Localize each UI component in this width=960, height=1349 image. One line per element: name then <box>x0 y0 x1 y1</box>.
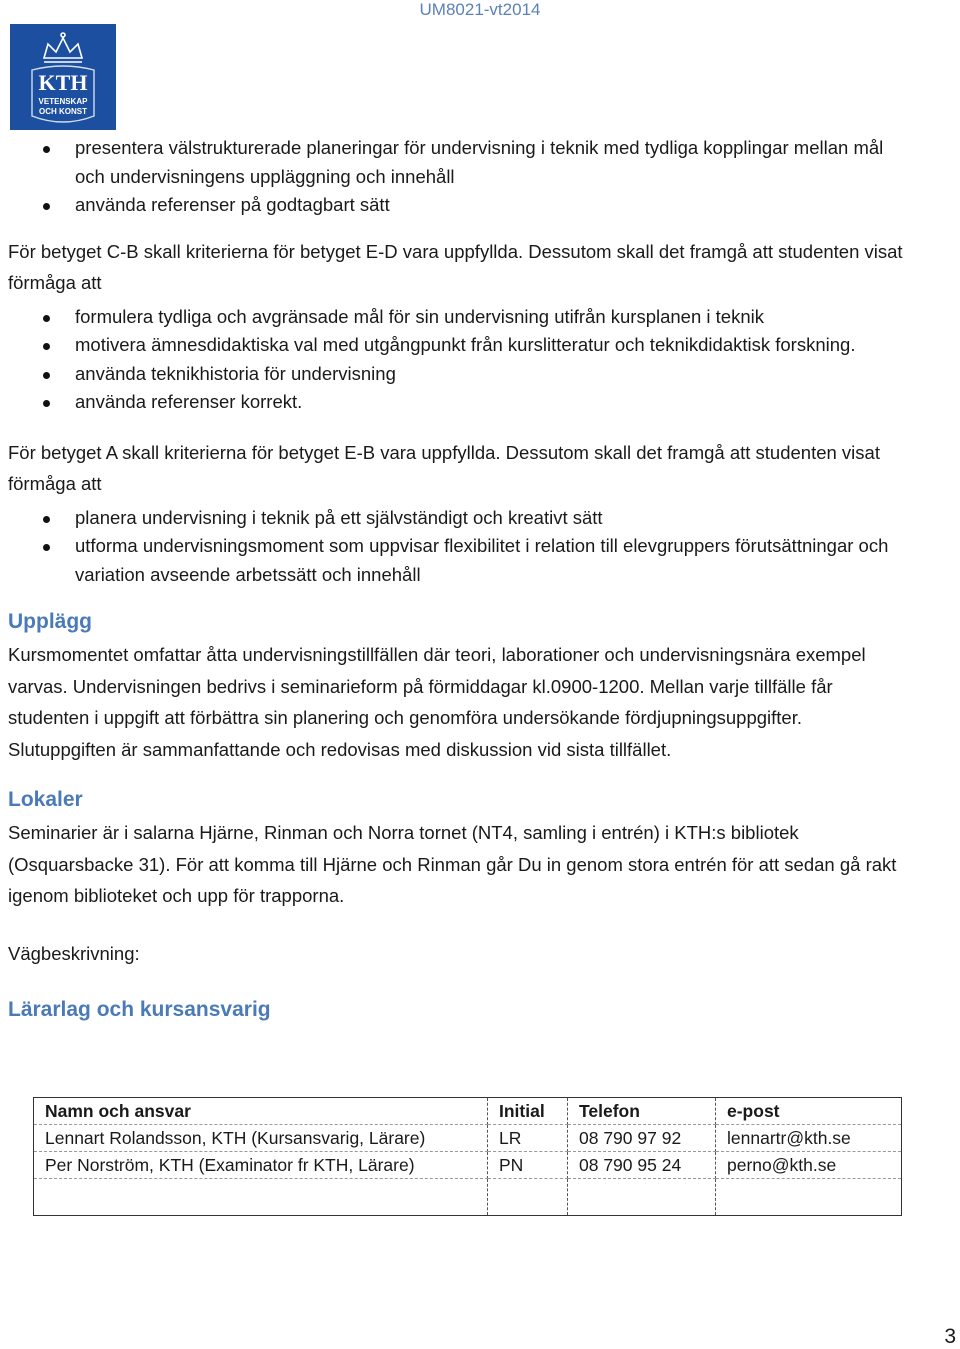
bullet-icon <box>43 315 50 322</box>
table-row <box>34 1152 902 1179</box>
col-header-name: Namn och ansvar <box>34 1098 488 1125</box>
bullet-icon <box>43 343 50 350</box>
list-item: använda referenser på godtagbart sätt <box>8 191 908 220</box>
bullet-icon <box>43 372 50 379</box>
para-grade-c-b: För betyget C-B skall kriterierna för betyget E-D vara uppfyllda. Dessutom skall det framgå att studenten visat förmåga att <box>8 240 903 293</box>
heading-lararlag: Lärarlag och kursansvarig <box>8 998 271 1021</box>
course-code-header: UM8021-vt2014 <box>419 0 541 19</box>
para-grade-a: För betyget A skall kriterierna för betyget E-B vara uppfyllda. Dessutom skall det framgå att studenten visat förmåga att <box>8 441 880 494</box>
table-row <box>34 1125 902 1152</box>
logo-subtitle-2: OCH KONST <box>39 107 87 116</box>
cell-name: Lennart Rolandsson, KTH (Kursansvarig, Lärare) <box>34 1125 488 1152</box>
col-header-phone: Telefon <box>568 1098 716 1125</box>
logo-subtitle-1: VETENSKAP <box>38 97 88 106</box>
cell-empty <box>568 1179 716 1216</box>
col-header-email: e-post <box>716 1098 902 1125</box>
cell-empty <box>716 1179 902 1216</box>
bullet-icon <box>43 146 50 153</box>
page-number: 3 <box>944 1325 956 1348</box>
list-item: presentera välstrukturerade planeringar för undervisning i teknik med tydliga kopplingar mellan mål och undervisningens uppläggning och innehåll <box>8 134 908 191</box>
cell-name: Per Norström, KTH (Examinator fr KTH, Lärare) <box>34 1152 488 1179</box>
list-requirements-a <box>8 504 908 590</box>
list-item: motivera ämnesdidaktiska val med utgångpunkt från kurslitteratur och teknikdidaktisk forskning. <box>8 331 908 360</box>
list-item: formulera tydliga och avgränsade mål för sin undervisning utifrån kursplanen i teknik <box>8 303 908 332</box>
cell-empty <box>488 1179 568 1216</box>
cell-phone: 08 790 97 92 <box>568 1125 716 1152</box>
heading-upplagg: Upplägg <box>8 610 92 633</box>
para-lokaler: Seminarier är i salarna Hjärne, Rinman och Norra tornet (NT4, samling i entrén) i KTH:s bibliotek (Osquarsbacke 31). För att komma till Hjärne och Rinman går Du in genom stora entrén för att sedan gå rakt igenom biblioteket och upp för trapporna. <box>8 822 897 906</box>
list-requirements-e-d <box>8 134 908 220</box>
cell-empty <box>34 1179 488 1216</box>
list-item: använda referenser korrekt. <box>8 388 908 417</box>
cell-phone: 08 790 95 24 <box>568 1152 716 1179</box>
bullet-icon <box>43 203 50 210</box>
table-header-row <box>34 1098 902 1125</box>
cell-email: perno@kth.se <box>716 1152 902 1179</box>
bullet-icon <box>43 516 50 523</box>
kth-logo <box>10 24 116 130</box>
col-header-initial: Initial <box>488 1098 568 1125</box>
list-item: planera undervisning i teknik på ett självständigt och kreativt sätt <box>8 504 908 533</box>
cell-initial: PN <box>488 1152 568 1179</box>
vagbeskrivning-label: Vägbeskrivning: <box>8 942 140 964</box>
para-upplagg: Kursmomentet omfattar åtta undervisningstillfällen där teori, laborationer och undervisningsnära exempel varvas. Undervisningen bedrivs i seminarieform på förmiddagar kl.0900-1200. Mellan varje tillfälle får studenten i uppgift att förbättra sin planering och genomföra undersökande fördjupningsuppgifter. Slutuppgiften är sammanfattande och redovisas med diskussion vid sista tillfället. <box>8 644 866 760</box>
cell-initial: LR <box>488 1125 568 1152</box>
bullet-icon <box>43 544 50 551</box>
document-body <box>8 130 908 1025</box>
heading-lokaler: Lokaler <box>8 788 83 811</box>
list-item: använda teknikhistoria för undervisning <box>8 360 908 389</box>
table-row-empty <box>34 1179 902 1216</box>
list-item: utforma undervisningsmoment som uppvisar flexibilitet i relation till elevgruppers förutsättningar och variation avseende arbetssätt och innehåll <box>8 532 908 589</box>
logo-text: KTH <box>38 70 88 95</box>
list-requirements-c-b <box>8 303 908 417</box>
cell-email: lennartr@kth.se <box>716 1125 902 1152</box>
staff-table <box>33 1097 902 1216</box>
bullet-icon <box>43 400 50 407</box>
